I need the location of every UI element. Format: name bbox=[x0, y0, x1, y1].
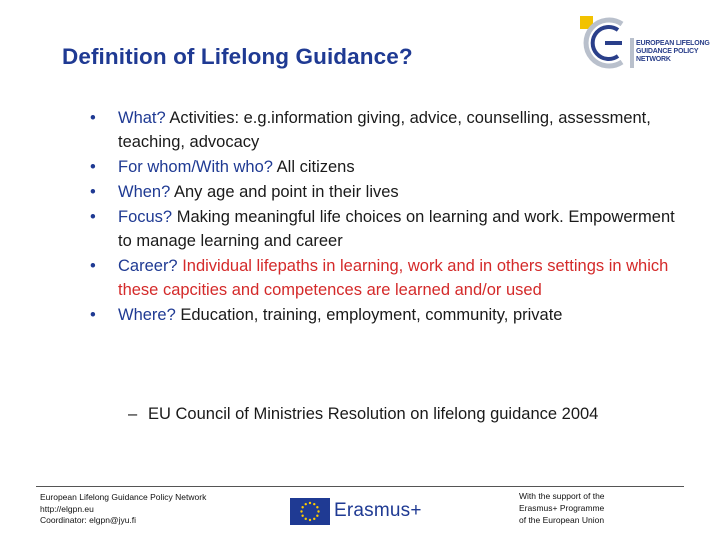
footer-support-line-2: Erasmus+ Programme bbox=[519, 503, 605, 513]
sub-bullet bbox=[128, 402, 688, 426]
logo-line-2: GUIDANCE POLICY bbox=[636, 48, 699, 56]
erasmus-plus-logo bbox=[290, 496, 422, 526]
footer-support-line-3: of the European Union bbox=[519, 515, 605, 525]
logo-line-3: NETWORK bbox=[636, 56, 671, 64]
bullet-keyword: For whom/With who? bbox=[118, 158, 273, 176]
footer-coordinator[interactable]: Coordinator: elgpn@jyu.fi bbox=[40, 515, 137, 525]
bullet-item-career: • Career? Individual lifepaths in learning, work and in others settings in which these capcities and competences are learned and/or used bbox=[90, 257, 669, 299]
footer-support-line-1: With the support of the bbox=[519, 491, 605, 501]
footer-network-url[interactable]: http://elgpn.eu bbox=[40, 503, 94, 514]
bullet-text: All citizens bbox=[272, 158, 355, 176]
bullet-keyword: When? bbox=[118, 183, 171, 201]
bullet-text: Education, training, employment, community, private bbox=[175, 306, 563, 324]
footer-divider bbox=[36, 486, 684, 487]
bullet-keyword: Focus? bbox=[118, 208, 173, 226]
footer-eu-support bbox=[519, 490, 605, 526]
bullet-item-when: • When? Any age and point in their lives bbox=[90, 183, 399, 201]
bullet-text: Making meaningful life choices on learning and work. Empowerment to manage learning and career bbox=[118, 208, 675, 250]
bullet-item-focus: • Focus? Making meaningful life choices on learning and work. Empowerment to manage learning and career bbox=[90, 208, 675, 250]
bullet-item-what: • What? Activities: e.g.information giving, advice, counselling, assessment, teaching, advocacy bbox=[90, 109, 651, 151]
sub-bullet-text: EU Council of Ministries Resolution on lifelong guidance 2004 bbox=[148, 405, 599, 423]
bullet-text: Activities: e.g.information giving, advice, counselling, assessment, teaching, advocacy bbox=[118, 109, 651, 151]
bullet-keyword: Where? bbox=[118, 306, 176, 324]
bullet-text: Any age and point in their lives bbox=[170, 183, 399, 201]
bullet-text: Individual lifepaths in learning, work and in others settings in which these capcities and competences are learned and/or used bbox=[118, 257, 669, 299]
bullet-keyword: Career? bbox=[118, 257, 178, 275]
bullet-list bbox=[90, 106, 690, 328]
bullet-keyword: What? bbox=[118, 109, 166, 127]
logo-line-1: EUROPEAN LIFELONG bbox=[636, 40, 710, 47]
erasmus-plus-label: Erasmus+ bbox=[334, 500, 422, 521]
slide-title: Definition of Lifelong Guidance? bbox=[62, 44, 413, 69]
bullet-item-where: • Where? Education, training, employment, community, private bbox=[90, 306, 563, 324]
logo-text bbox=[636, 40, 710, 65]
sub-bullet-dash: – bbox=[128, 405, 138, 423]
footer-network-name: European Lifelong Guidance Policy Network bbox=[40, 492, 207, 502]
footer-network-info bbox=[40, 492, 206, 527]
bullet-item-for-whom: • For whom/With who? All citizens bbox=[90, 158, 355, 176]
eu-flag-icon bbox=[290, 498, 330, 525]
